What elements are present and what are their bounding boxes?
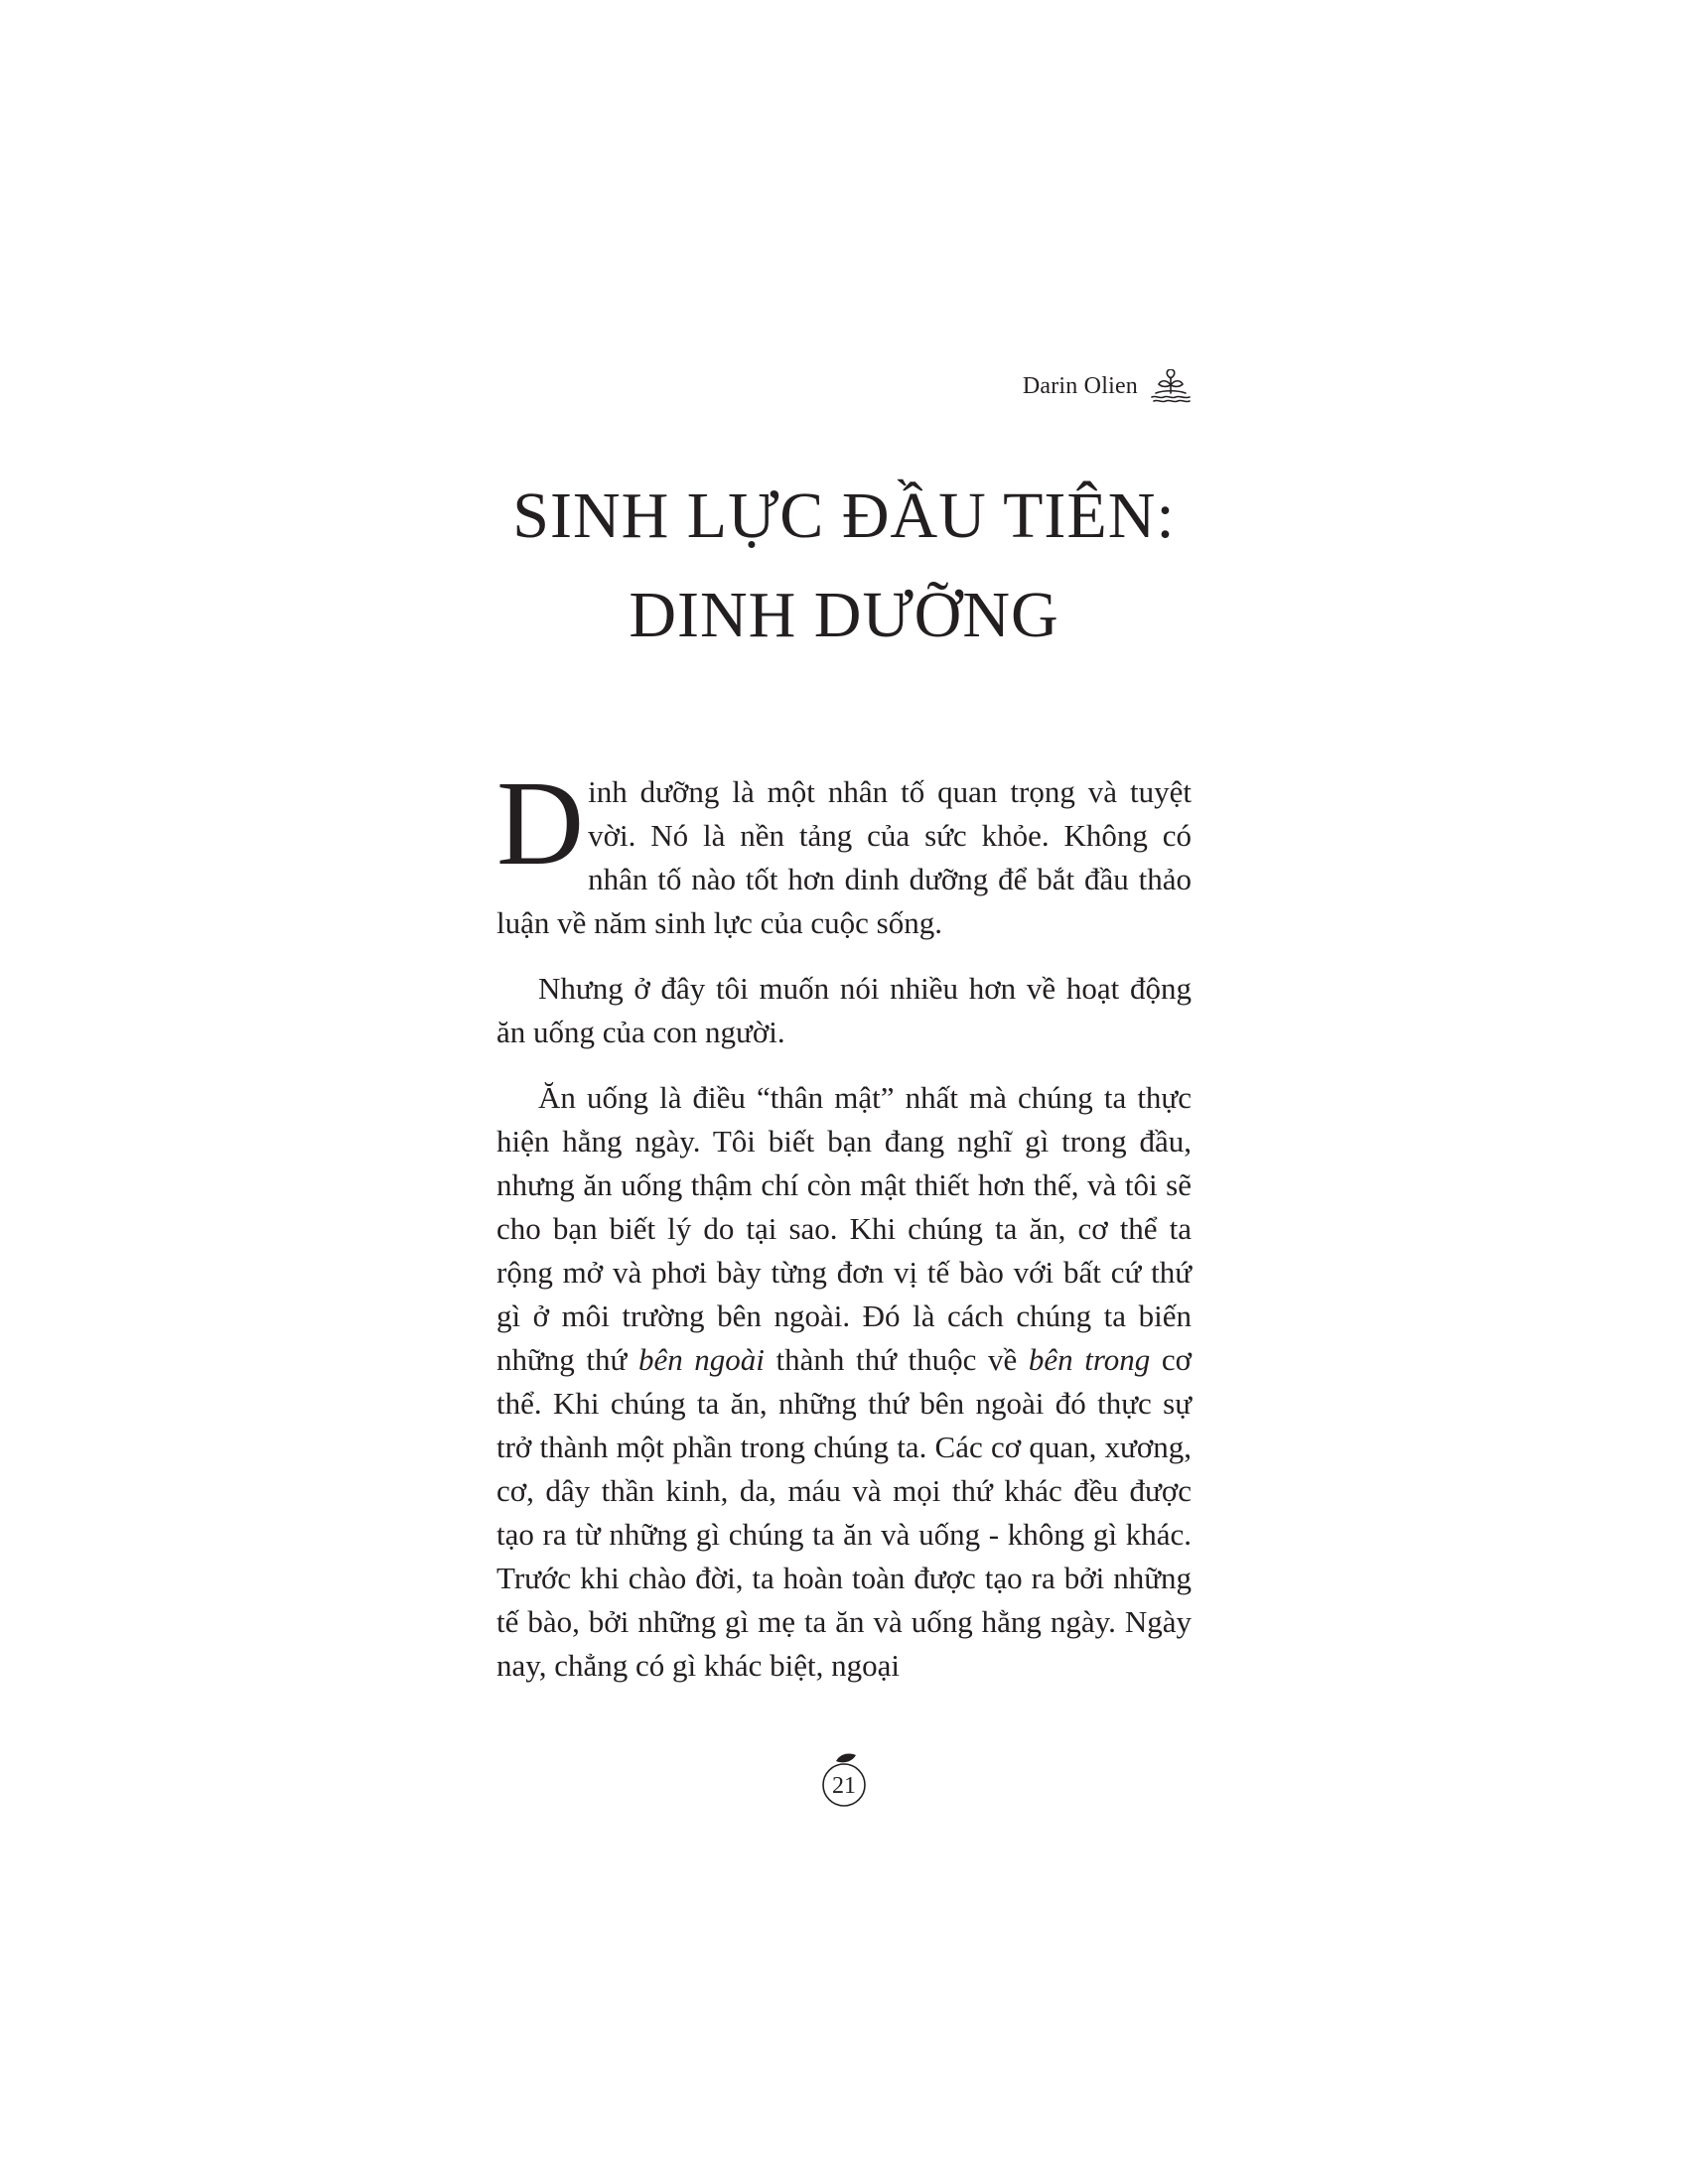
chapter-title-line-2: DINH DƯỠNG xyxy=(629,579,1059,651)
body-text xyxy=(496,756,1193,1709)
chapter-title xyxy=(496,467,1192,665)
paragraph-3-part-1: Ăn uống là điều “thân mật” nhất mà chúng ta thực hiện hằng ngày. Tôi biết bạn đang nghĩ gì trong đầu, nhưng ăn uống thậm chí còn mật thiết hơn thế, và tôi sẽ cho bạn biết lý do tại sao. Khi chúng ta ăn, cơ thể ta rộng mở và phơi bày từng đơn vị tế bào với bất cứ thứ gì ở môi trường bên ngoài. Đó là cách chúng ta biến những thứ xyxy=(496,1080,1192,1377)
page-number-badge xyxy=(814,1749,874,1809)
paragraph-3-part-3: cơ thể. Khi chúng ta ăn, những thứ bên ngoài đó thực sự trở thành một phần trong chúng ta. Các cơ quan, xương, cơ, dây thần kinh, da, máu và mọi thứ khác đều được tạo ra từ những gì chúng ta ăn và uống - không gì khác. Trước khi chào đời, ta hoàn toàn được tạo ra bởi những tế bào, bởi những gì mẹ ta ăn và uống hằng ngày. Ngày nay, chẳng có gì khác biệt, ngoại xyxy=(496,1342,1193,1683)
emphasis-ben-trong: bên trong xyxy=(1028,1342,1151,1377)
running-head-author: Darin Olien xyxy=(1022,372,1138,399)
paragraph-2: Nhưng ở đây tôi muốn nói nhiều hơn về hoạt động ăn uống của con người. xyxy=(496,971,1192,1049)
sprout-icon xyxy=(1150,369,1192,403)
drop-cap: D xyxy=(496,756,585,890)
page-number: 21 xyxy=(832,1773,856,1799)
paragraph-1 xyxy=(496,756,1192,945)
emphasis-ben-ngoai: bên ngoài xyxy=(637,1342,765,1377)
chapter-title-line-1: SINH LỰC ĐẦU TIÊN: xyxy=(512,479,1176,552)
paragraph-1-text: inh dưỡng là một nhân tố quan trọng và tuyệt vời. Nó là nền tảng của sức khỏe. Không có nhân tố nào tốt hơn dinh dưỡng để bắt đầu thảo luận về năm sinh lực của cuộc sống. xyxy=(496,774,1192,940)
paragraph-3 xyxy=(496,1076,1192,1688)
running-head xyxy=(1023,369,1192,403)
paragraph-3-part-2: thành thứ thuộc về xyxy=(775,1342,1018,1377)
